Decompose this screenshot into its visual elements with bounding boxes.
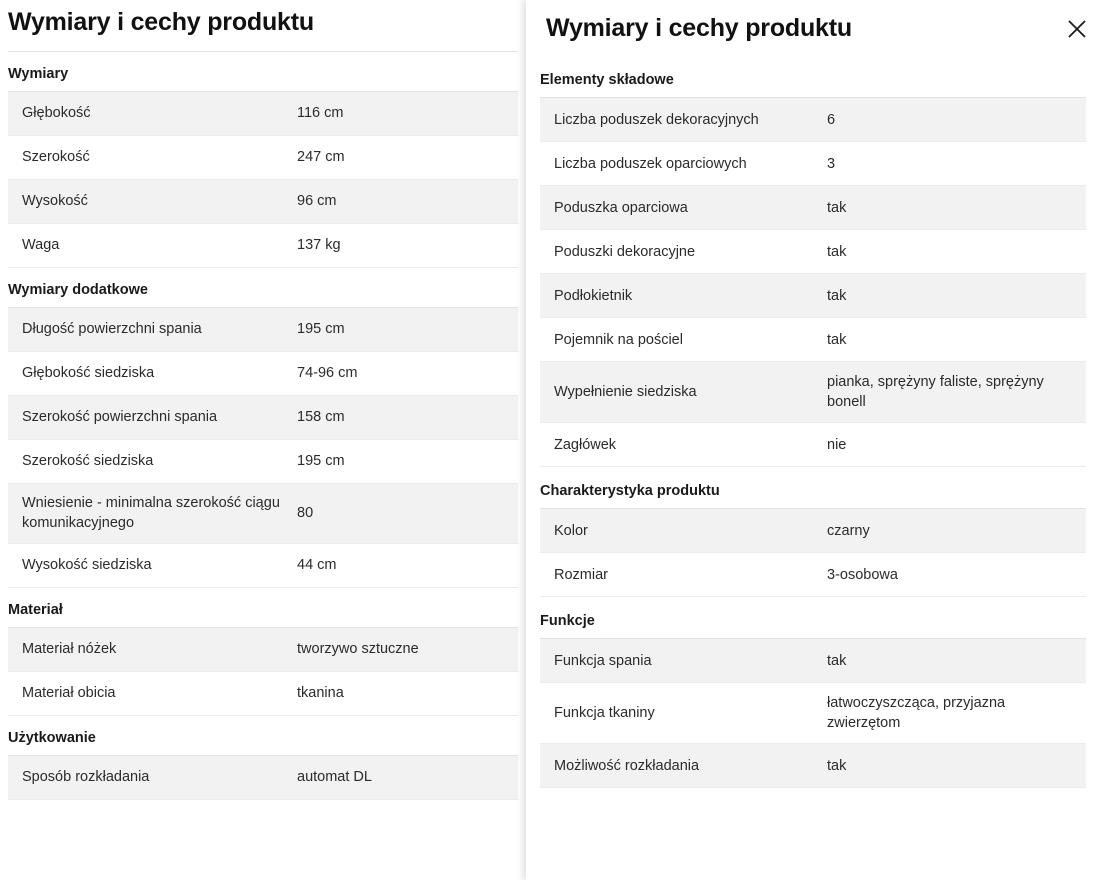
row-label: Materiał nóżek bbox=[22, 640, 117, 657]
row-value: 44 cm bbox=[297, 556, 337, 573]
row-value: 96 cm bbox=[297, 192, 337, 209]
row-value: 195 cm bbox=[297, 320, 345, 337]
table-row bbox=[540, 509, 1086, 553]
row-label: Szerokość siedziska bbox=[22, 452, 154, 469]
row-label: Wniesienie - minimalna szerokość ciągu komunikacyjnego bbox=[22, 495, 280, 531]
page-title: Wymiary i cechy produktu bbox=[8, 0, 518, 52]
row-label: Kolor bbox=[554, 522, 588, 539]
row-value: 158 cm bbox=[297, 408, 345, 425]
table-row bbox=[540, 98, 1086, 142]
table-row bbox=[540, 230, 1086, 274]
table-row bbox=[540, 744, 1086, 788]
row-value: 247 cm bbox=[297, 148, 345, 165]
specs-modal bbox=[526, 0, 1106, 880]
table-row bbox=[540, 318, 1086, 362]
section-heading: Elementy składowe bbox=[540, 56, 1086, 98]
section-heading: Charakterystyka produktu bbox=[540, 467, 1086, 509]
row-value: 3-osobowa bbox=[827, 566, 898, 583]
row-value: 116 cm bbox=[297, 104, 344, 121]
modal-header bbox=[526, 0, 1106, 56]
modal-body bbox=[526, 56, 1106, 788]
section-heading: Materiał bbox=[8, 588, 518, 628]
table-row bbox=[540, 274, 1086, 318]
row-label: Funkcja spania bbox=[554, 652, 652, 669]
row-label: Materiał obicia bbox=[22, 684, 116, 701]
section-heading: Wymiary dodatkowe bbox=[8, 268, 518, 308]
row-label: Wypełnienie siedziska bbox=[554, 384, 697, 400]
row-value: tak bbox=[827, 757, 847, 774]
table-row bbox=[8, 544, 518, 588]
table-row bbox=[8, 136, 518, 180]
row-value: 195 cm bbox=[297, 452, 345, 469]
table-row bbox=[8, 180, 518, 224]
section-heading: Wymiary bbox=[8, 52, 518, 92]
modal-title: Wymiary i cechy produktu bbox=[546, 13, 852, 42]
row-value: tak bbox=[827, 243, 847, 260]
table-row bbox=[540, 553, 1086, 597]
row-label: Funkcja tkaniny bbox=[554, 705, 655, 721]
row-label: Podłokietnik bbox=[554, 287, 633, 304]
row-value: tak bbox=[827, 652, 847, 669]
table-row bbox=[8, 484, 518, 544]
table-row bbox=[540, 186, 1086, 230]
table-row bbox=[8, 224, 518, 268]
row-label: Waga bbox=[22, 236, 60, 253]
row-label: Długość powierzchni spania bbox=[22, 320, 202, 337]
row-label: Zagłówek bbox=[554, 436, 617, 453]
left-sections-container bbox=[8, 52, 518, 800]
table-row bbox=[540, 142, 1086, 186]
background-specs-panel bbox=[0, 0, 526, 880]
row-value: 137 kg bbox=[297, 236, 341, 253]
table-row bbox=[8, 396, 518, 440]
row-value: tkanina bbox=[297, 684, 344, 701]
table-row bbox=[540, 683, 1086, 744]
table-row bbox=[8, 352, 518, 396]
row-label: Wysokość bbox=[22, 192, 88, 209]
table-row bbox=[8, 92, 518, 136]
row-label: Poduszki dekoracyjne bbox=[554, 243, 696, 260]
row-value: 6 bbox=[827, 111, 836, 128]
close-icon[interactable] bbox=[1062, 14, 1092, 44]
row-value: 3 bbox=[827, 155, 836, 172]
row-value: tak bbox=[827, 199, 847, 216]
row-label: Pojemnik na pościel bbox=[554, 331, 683, 348]
row-label: Głębokość bbox=[22, 104, 91, 121]
row-value: łatwoczyszcząca, przyjazna zwierzętom bbox=[827, 695, 1006, 731]
section-heading: Użytkowanie bbox=[8, 716, 518, 756]
row-label: Szerokość bbox=[22, 148, 90, 165]
table-row bbox=[8, 440, 518, 484]
section-heading: Funkcje bbox=[540, 597, 1086, 639]
row-value: tworzywo sztuczne bbox=[297, 640, 419, 657]
row-label: Szerokość powierzchni spania bbox=[22, 408, 218, 425]
row-label: Sposób rozkładania bbox=[22, 768, 150, 785]
modal-sections-container bbox=[540, 56, 1086, 788]
row-label: Rozmiar bbox=[554, 566, 608, 583]
row-label: Wysokość siedziska bbox=[22, 556, 152, 573]
row-label: Możliwość rozkładania bbox=[554, 757, 700, 774]
row-value: automat DL bbox=[297, 768, 372, 785]
row-label: Liczba poduszek oparciowych bbox=[554, 155, 747, 172]
table-row bbox=[8, 308, 518, 352]
row-value: czarny bbox=[827, 522, 870, 539]
row-label: Liczba poduszek dekoracyjnych bbox=[554, 111, 759, 128]
row-value: 74-96 cm bbox=[297, 364, 358, 381]
table-row bbox=[8, 756, 518, 800]
table-row bbox=[8, 672, 518, 716]
table-row bbox=[540, 362, 1086, 423]
table-row bbox=[540, 423, 1086, 467]
row-label: Poduszka oparciowa bbox=[554, 199, 688, 216]
table-row bbox=[540, 639, 1086, 683]
table-row bbox=[8, 628, 518, 672]
row-value: nie bbox=[827, 436, 847, 453]
row-value: tak bbox=[827, 331, 847, 348]
row-value: pianka, sprężyny faliste, sprężyny bonell bbox=[827, 374, 1044, 410]
row-label: Głębokość siedziska bbox=[22, 364, 155, 381]
row-value: tak bbox=[827, 287, 847, 304]
row-value: 80 bbox=[297, 504, 314, 521]
